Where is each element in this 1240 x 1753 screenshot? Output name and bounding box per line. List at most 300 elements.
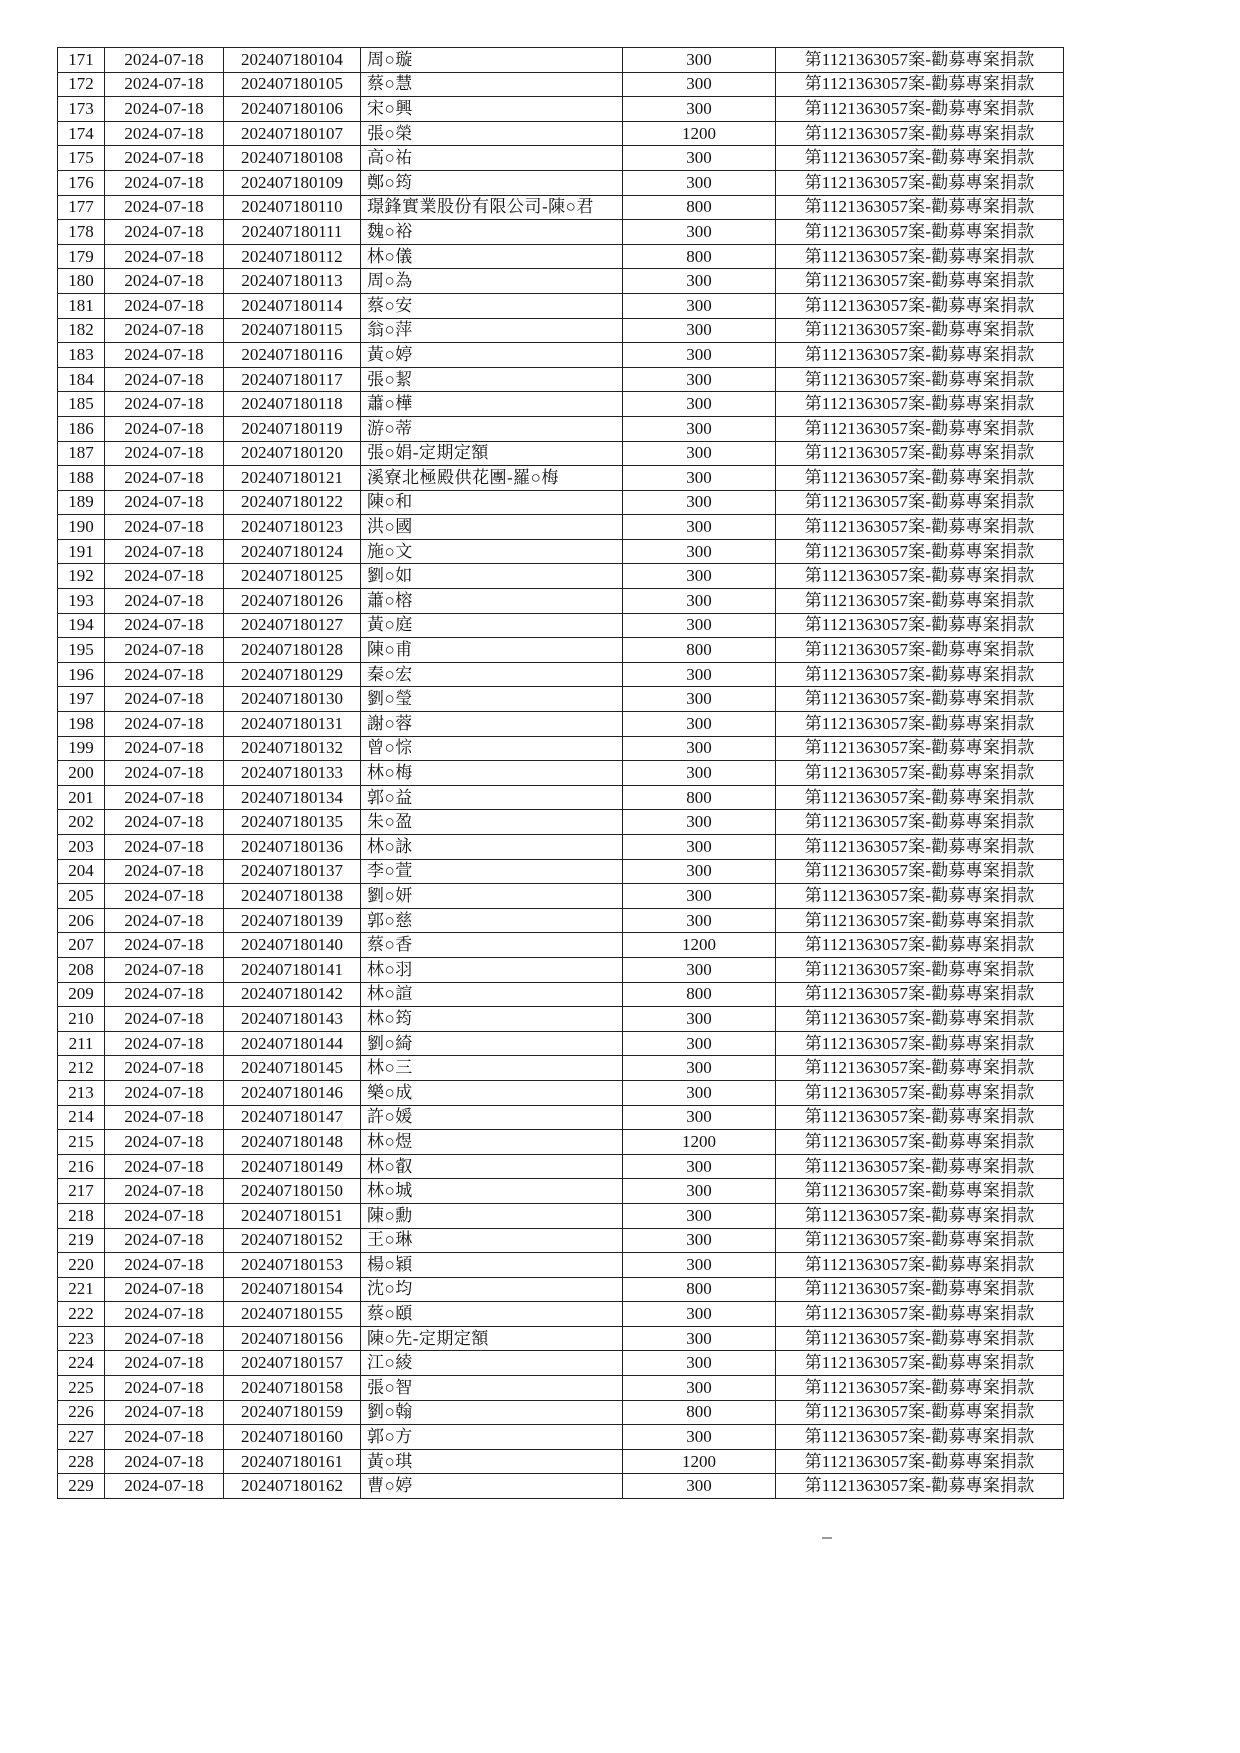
donor-name-cell: 陳○先-定期定額 xyxy=(361,1326,623,1351)
amount-cell: 300 xyxy=(623,761,776,786)
donor-name-cell: 溪寮北極殿供花團-羅○梅 xyxy=(361,466,623,491)
table-row xyxy=(58,1326,1064,1351)
date-cell: 2024-07-18 xyxy=(105,957,224,982)
date-cell: 2024-07-18 xyxy=(105,761,224,786)
donor-name-cell: 鄭○筠 xyxy=(361,170,623,195)
donor-name-cell: 陳○勳 xyxy=(361,1203,623,1228)
note-cell: 第1121363057案-勸募專案捐款 xyxy=(776,933,1064,958)
row-number-cell: 173 xyxy=(58,97,105,122)
receipt-number-cell: 202407180159 xyxy=(224,1400,361,1425)
table-row xyxy=(58,589,1064,614)
row-number-cell: 194 xyxy=(58,613,105,638)
note-cell: 第1121363057案-勸募專案捐款 xyxy=(776,121,1064,146)
note-cell: 第1121363057案-勸募專案捐款 xyxy=(776,1474,1064,1499)
note-cell: 第1121363057案-勸募專案捐款 xyxy=(776,638,1064,663)
receipt-number-cell: 202407180125 xyxy=(224,564,361,589)
donor-name-cell: 璟鋒實業股份有限公司-陳○君 xyxy=(361,195,623,220)
date-cell: 2024-07-18 xyxy=(105,1449,224,1474)
receipt-number-cell: 202407180148 xyxy=(224,1130,361,1155)
amount-cell: 800 xyxy=(623,785,776,810)
donor-name-cell: 沈○均 xyxy=(361,1277,623,1302)
note-cell: 第1121363057案-勸募專案捐款 xyxy=(776,416,1064,441)
note-cell: 第1121363057案-勸募專案捐款 xyxy=(776,1031,1064,1056)
donor-name-cell: 宋○興 xyxy=(361,97,623,122)
donor-name-cell: 劉○綺 xyxy=(361,1031,623,1056)
date-cell: 2024-07-18 xyxy=(105,785,224,810)
note-cell: 第1121363057案-勸募專案捐款 xyxy=(776,712,1064,737)
amount-cell: 300 xyxy=(623,220,776,245)
amount-cell: 300 xyxy=(623,835,776,860)
date-cell: 2024-07-18 xyxy=(105,1302,224,1327)
donor-name-cell: 林○羽 xyxy=(361,957,623,982)
donor-name-cell: 曹○婷 xyxy=(361,1474,623,1499)
note-cell: 第1121363057案-勸募專案捐款 xyxy=(776,736,1064,761)
amount-cell: 300 xyxy=(623,1154,776,1179)
amount-cell: 1200 xyxy=(623,121,776,146)
donor-name-cell: 蕭○樺 xyxy=(361,392,623,417)
note-cell: 第1121363057案-勸募專案捐款 xyxy=(776,859,1064,884)
note-cell: 第1121363057案-勸募專案捐款 xyxy=(776,613,1064,638)
receipt-number-cell: 202407180140 xyxy=(224,933,361,958)
amount-cell: 300 xyxy=(623,1031,776,1056)
date-cell: 2024-07-18 xyxy=(105,638,224,663)
date-cell: 2024-07-18 xyxy=(105,589,224,614)
date-cell: 2024-07-18 xyxy=(105,1007,224,1032)
note-cell: 第1121363057案-勸募專案捐款 xyxy=(776,564,1064,589)
note-cell: 第1121363057案-勸募專案捐款 xyxy=(776,367,1064,392)
donor-name-cell: 黃○琪 xyxy=(361,1449,623,1474)
table-row xyxy=(58,195,1064,220)
table-row xyxy=(58,392,1064,417)
receipt-number-cell: 202407180111 xyxy=(224,220,361,245)
receipt-number-cell: 202407180141 xyxy=(224,957,361,982)
donor-name-cell: 施○文 xyxy=(361,539,623,564)
amount-cell: 300 xyxy=(623,72,776,97)
date-cell: 2024-07-18 xyxy=(105,343,224,368)
donor-name-cell: 朱○盈 xyxy=(361,810,623,835)
table-row xyxy=(58,1376,1064,1401)
row-number-cell: 214 xyxy=(58,1105,105,1130)
date-cell: 2024-07-18 xyxy=(105,1253,224,1278)
amount-cell: 800 xyxy=(623,244,776,269)
donor-name-cell: 陳○和 xyxy=(361,490,623,515)
date-cell: 2024-07-18 xyxy=(105,466,224,491)
donor-name-cell: 張○絜 xyxy=(361,367,623,392)
donor-name-cell: 張○智 xyxy=(361,1376,623,1401)
receipt-number-cell: 202407180147 xyxy=(224,1105,361,1130)
donor-name-cell: 郭○益 xyxy=(361,785,623,810)
date-cell: 2024-07-18 xyxy=(105,982,224,1007)
note-cell: 第1121363057案-勸募專案捐款 xyxy=(776,908,1064,933)
row-number-cell: 182 xyxy=(58,318,105,343)
row-number-cell: 181 xyxy=(58,293,105,318)
row-number-cell: 178 xyxy=(58,220,105,245)
donor-name-cell: 劉○瑩 xyxy=(361,687,623,712)
row-number-cell: 200 xyxy=(58,761,105,786)
note-cell: 第1121363057案-勸募專案捐款 xyxy=(776,1400,1064,1425)
note-cell: 第1121363057案-勸募專案捐款 xyxy=(776,810,1064,835)
receipt-number-cell: 202407180110 xyxy=(224,195,361,220)
amount-cell: 300 xyxy=(623,1474,776,1499)
note-cell: 第1121363057案-勸募專案捐款 xyxy=(776,1179,1064,1204)
date-cell: 2024-07-18 xyxy=(105,170,224,195)
receipt-number-cell: 202407180152 xyxy=(224,1228,361,1253)
note-cell: 第1121363057案-勸募專案捐款 xyxy=(776,97,1064,122)
note-cell: 第1121363057案-勸募專案捐款 xyxy=(776,392,1064,417)
receipt-number-cell: 202407180134 xyxy=(224,785,361,810)
receipt-number-cell: 202407180149 xyxy=(224,1154,361,1179)
amount-cell: 300 xyxy=(623,736,776,761)
donor-name-cell: 楊○穎 xyxy=(361,1253,623,1278)
amount-cell: 800 xyxy=(623,638,776,663)
date-cell: 2024-07-18 xyxy=(105,1056,224,1081)
note-cell: 第1121363057案-勸募專案捐款 xyxy=(776,1449,1064,1474)
row-number-cell: 195 xyxy=(58,638,105,663)
donation-table xyxy=(57,47,1064,1499)
note-cell: 第1121363057案-勸募專案捐款 xyxy=(776,761,1064,786)
receipt-number-cell: 202407180138 xyxy=(224,884,361,909)
row-number-cell: 219 xyxy=(58,1228,105,1253)
row-number-cell: 218 xyxy=(58,1203,105,1228)
donor-name-cell: 江○綾 xyxy=(361,1351,623,1376)
amount-cell: 300 xyxy=(623,1080,776,1105)
table-row xyxy=(58,220,1064,245)
date-cell: 2024-07-18 xyxy=(105,1179,224,1204)
row-number-cell: 189 xyxy=(58,490,105,515)
donor-name-cell: 郭○方 xyxy=(361,1425,623,1450)
donor-name-cell: 林○三 xyxy=(361,1056,623,1081)
row-number-cell: 224 xyxy=(58,1351,105,1376)
table-row xyxy=(58,343,1064,368)
amount-cell: 300 xyxy=(623,515,776,540)
note-cell: 第1121363057案-勸募專案捐款 xyxy=(776,441,1064,466)
date-cell: 2024-07-18 xyxy=(105,564,224,589)
date-cell: 2024-07-18 xyxy=(105,318,224,343)
donor-name-cell: 劉○如 xyxy=(361,564,623,589)
receipt-number-cell: 202407180112 xyxy=(224,244,361,269)
note-cell: 第1121363057案-勸募專案捐款 xyxy=(776,146,1064,171)
donor-name-cell: 林○諠 xyxy=(361,982,623,1007)
table-row xyxy=(58,1228,1064,1253)
note-cell: 第1121363057案-勸募專案捐款 xyxy=(776,220,1064,245)
table-row xyxy=(58,687,1064,712)
row-number-cell: 223 xyxy=(58,1326,105,1351)
date-cell: 2024-07-18 xyxy=(105,810,224,835)
receipt-number-cell: 202407180109 xyxy=(224,170,361,195)
date-cell: 2024-07-18 xyxy=(105,244,224,269)
receipt-number-cell: 202407180150 xyxy=(224,1179,361,1204)
amount-cell: 300 xyxy=(623,1179,776,1204)
donor-name-cell: 許○媛 xyxy=(361,1105,623,1130)
row-number-cell: 193 xyxy=(58,589,105,614)
row-number-cell: 174 xyxy=(58,121,105,146)
receipt-number-cell: 202407180117 xyxy=(224,367,361,392)
amount-cell: 300 xyxy=(623,687,776,712)
donor-name-cell: 蔡○香 xyxy=(361,933,623,958)
table-row xyxy=(58,1130,1064,1155)
date-cell: 2024-07-18 xyxy=(105,392,224,417)
amount-cell: 800 xyxy=(623,195,776,220)
date-cell: 2024-07-18 xyxy=(105,933,224,958)
row-number-cell: 213 xyxy=(58,1080,105,1105)
row-number-cell: 211 xyxy=(58,1031,105,1056)
receipt-number-cell: 202407180119 xyxy=(224,416,361,441)
date-cell: 2024-07-18 xyxy=(105,687,224,712)
date-cell: 2024-07-18 xyxy=(105,835,224,860)
row-number-cell: 220 xyxy=(58,1253,105,1278)
amount-cell: 300 xyxy=(623,859,776,884)
row-number-cell: 180 xyxy=(58,269,105,294)
note-cell: 第1121363057案-勸募專案捐款 xyxy=(776,1425,1064,1450)
receipt-number-cell: 202407180131 xyxy=(224,712,361,737)
table-row xyxy=(58,1253,1064,1278)
table-row xyxy=(58,785,1064,810)
row-number-cell: 205 xyxy=(58,884,105,909)
donor-name-cell: 林○梅 xyxy=(361,761,623,786)
donor-name-cell: 林○城 xyxy=(361,1179,623,1204)
note-cell: 第1121363057案-勸募專案捐款 xyxy=(776,835,1064,860)
note-cell: 第1121363057案-勸募專案捐款 xyxy=(776,466,1064,491)
table-row xyxy=(58,638,1064,663)
note-cell: 第1121363057案-勸募專案捐款 xyxy=(776,515,1064,540)
note-cell: 第1121363057案-勸募專案捐款 xyxy=(776,957,1064,982)
receipt-number-cell: 202407180130 xyxy=(224,687,361,712)
date-cell: 2024-07-18 xyxy=(105,1326,224,1351)
donor-name-cell: 郭○慈 xyxy=(361,908,623,933)
row-number-cell: 221 xyxy=(58,1277,105,1302)
table-row xyxy=(58,859,1064,884)
row-number-cell: 204 xyxy=(58,859,105,884)
table-row xyxy=(58,244,1064,269)
donor-name-cell: 蔡○安 xyxy=(361,293,623,318)
row-number-cell: 185 xyxy=(58,392,105,417)
amount-cell: 300 xyxy=(623,490,776,515)
receipt-number-cell: 202407180116 xyxy=(224,343,361,368)
amount-cell: 300 xyxy=(623,318,776,343)
receipt-number-cell: 202407180137 xyxy=(224,859,361,884)
row-number-cell: 210 xyxy=(58,1007,105,1032)
receipt-number-cell: 202407180144 xyxy=(224,1031,361,1056)
donor-name-cell: 周○璇 xyxy=(361,48,623,73)
donor-name-cell: 高○祐 xyxy=(361,146,623,171)
date-cell: 2024-07-18 xyxy=(105,220,224,245)
amount-cell: 300 xyxy=(623,392,776,417)
table-row xyxy=(58,1203,1064,1228)
receipt-number-cell: 202407180128 xyxy=(224,638,361,663)
date-cell: 2024-07-18 xyxy=(105,1154,224,1179)
amount-cell: 300 xyxy=(623,146,776,171)
amount-cell: 300 xyxy=(623,613,776,638)
note-cell: 第1121363057案-勸募專案捐款 xyxy=(776,318,1064,343)
note-cell: 第1121363057案-勸募專案捐款 xyxy=(776,1154,1064,1179)
receipt-number-cell: 202407180107 xyxy=(224,121,361,146)
donor-name-cell: 林○筠 xyxy=(361,1007,623,1032)
row-number-cell: 172 xyxy=(58,72,105,97)
donor-name-cell: 蕭○榕 xyxy=(361,589,623,614)
amount-cell: 300 xyxy=(623,1105,776,1130)
receipt-number-cell: 202407180104 xyxy=(224,48,361,73)
date-cell: 2024-07-18 xyxy=(105,712,224,737)
scan-mark xyxy=(822,1537,832,1539)
date-cell: 2024-07-18 xyxy=(105,490,224,515)
table-row xyxy=(58,1277,1064,1302)
table-row xyxy=(58,662,1064,687)
note-cell: 第1121363057案-勸募專案捐款 xyxy=(776,1228,1064,1253)
date-cell: 2024-07-18 xyxy=(105,72,224,97)
date-cell: 2024-07-18 xyxy=(105,515,224,540)
receipt-number-cell: 202407180162 xyxy=(224,1474,361,1499)
table-row xyxy=(58,1449,1064,1474)
note-cell: 第1121363057案-勸募專案捐款 xyxy=(776,1376,1064,1401)
table-row xyxy=(58,1351,1064,1376)
table-row xyxy=(58,736,1064,761)
amount-cell: 800 xyxy=(623,1400,776,1425)
row-number-cell: 190 xyxy=(58,515,105,540)
table-row xyxy=(58,318,1064,343)
date-cell: 2024-07-18 xyxy=(105,195,224,220)
table-row xyxy=(58,957,1064,982)
note-cell: 第1121363057案-勸募專案捐款 xyxy=(776,589,1064,614)
amount-cell: 300 xyxy=(623,466,776,491)
donor-name-cell: 翁○萍 xyxy=(361,318,623,343)
row-number-cell: 208 xyxy=(58,957,105,982)
table-row xyxy=(58,121,1064,146)
table-row xyxy=(58,1080,1064,1105)
date-cell: 2024-07-18 xyxy=(105,441,224,466)
note-cell: 第1121363057案-勸募專案捐款 xyxy=(776,343,1064,368)
date-cell: 2024-07-18 xyxy=(105,121,224,146)
note-cell: 第1121363057案-勸募專案捐款 xyxy=(776,1302,1064,1327)
date-cell: 2024-07-18 xyxy=(105,539,224,564)
note-cell: 第1121363057案-勸募專案捐款 xyxy=(776,72,1064,97)
note-cell: 第1121363057案-勸募專案捐款 xyxy=(776,48,1064,73)
date-cell: 2024-07-18 xyxy=(105,48,224,73)
receipt-number-cell: 202407180146 xyxy=(224,1080,361,1105)
note-cell: 第1121363057案-勸募專案捐款 xyxy=(776,293,1064,318)
note-cell: 第1121363057案-勸募專案捐款 xyxy=(776,269,1064,294)
amount-cell: 800 xyxy=(623,1277,776,1302)
amount-cell: 300 xyxy=(623,908,776,933)
receipt-number-cell: 202407180106 xyxy=(224,97,361,122)
table-row xyxy=(58,933,1064,958)
date-cell: 2024-07-18 xyxy=(105,1400,224,1425)
date-cell: 2024-07-18 xyxy=(105,1203,224,1228)
donor-name-cell: 謝○蓉 xyxy=(361,712,623,737)
note-cell: 第1121363057案-勸募專案捐款 xyxy=(776,1326,1064,1351)
amount-cell: 1200 xyxy=(623,1130,776,1155)
amount-cell: 300 xyxy=(623,564,776,589)
row-number-cell: 192 xyxy=(58,564,105,589)
note-cell: 第1121363057案-勸募專案捐款 xyxy=(776,490,1064,515)
table-row xyxy=(58,441,1064,466)
donor-name-cell: 林○儀 xyxy=(361,244,623,269)
table-row xyxy=(58,761,1064,786)
note-cell: 第1121363057案-勸募專案捐款 xyxy=(776,539,1064,564)
receipt-number-cell: 202407180136 xyxy=(224,835,361,860)
receipt-number-cell: 202407180139 xyxy=(224,908,361,933)
table-row xyxy=(58,72,1064,97)
date-cell: 2024-07-18 xyxy=(105,1080,224,1105)
note-cell: 第1121363057案-勸募專案捐款 xyxy=(776,1253,1064,1278)
receipt-number-cell: 202407180105 xyxy=(224,72,361,97)
receipt-number-cell: 202407180108 xyxy=(224,146,361,171)
date-cell: 2024-07-18 xyxy=(105,736,224,761)
date-cell: 2024-07-18 xyxy=(105,1474,224,1499)
receipt-number-cell: 202407180153 xyxy=(224,1253,361,1278)
note-cell: 第1121363057案-勸募專案捐款 xyxy=(776,1105,1064,1130)
date-cell: 2024-07-18 xyxy=(105,884,224,909)
table-row xyxy=(58,1302,1064,1327)
amount-cell: 300 xyxy=(623,293,776,318)
table-row xyxy=(58,613,1064,638)
table-row xyxy=(58,1474,1064,1499)
date-cell: 2024-07-18 xyxy=(105,1425,224,1450)
row-number-cell: 177 xyxy=(58,195,105,220)
table-row xyxy=(58,712,1064,737)
note-cell: 第1121363057案-勸募專案捐款 xyxy=(776,1007,1064,1032)
note-cell: 第1121363057案-勸募專案捐款 xyxy=(776,662,1064,687)
table-row xyxy=(58,97,1064,122)
amount-cell: 300 xyxy=(623,1351,776,1376)
receipt-number-cell: 202407180143 xyxy=(224,1007,361,1032)
donor-name-cell: 林○詠 xyxy=(361,835,623,860)
table-row xyxy=(58,908,1064,933)
note-cell: 第1121363057案-勸募專案捐款 xyxy=(776,195,1064,220)
donor-name-cell: 游○蒂 xyxy=(361,416,623,441)
row-number-cell: 202 xyxy=(58,810,105,835)
row-number-cell: 227 xyxy=(58,1425,105,1450)
table-row xyxy=(58,146,1064,171)
donor-name-cell: 樂○成 xyxy=(361,1080,623,1105)
row-number-cell: 179 xyxy=(58,244,105,269)
row-number-cell: 216 xyxy=(58,1154,105,1179)
amount-cell: 300 xyxy=(623,884,776,909)
amount-cell: 300 xyxy=(623,712,776,737)
table-row xyxy=(58,416,1064,441)
table-row xyxy=(58,810,1064,835)
amount-cell: 300 xyxy=(623,1228,776,1253)
amount-cell: 300 xyxy=(623,1007,776,1032)
receipt-number-cell: 202407180127 xyxy=(224,613,361,638)
row-number-cell: 199 xyxy=(58,736,105,761)
amount-cell: 300 xyxy=(623,416,776,441)
row-number-cell: 171 xyxy=(58,48,105,73)
amount-cell: 300 xyxy=(623,662,776,687)
receipt-number-cell: 202407180155 xyxy=(224,1302,361,1327)
donor-name-cell: 黃○庭 xyxy=(361,613,623,638)
receipt-number-cell: 202407180158 xyxy=(224,1376,361,1401)
donor-name-cell: 張○榮 xyxy=(361,121,623,146)
row-number-cell: 222 xyxy=(58,1302,105,1327)
table-row xyxy=(58,982,1064,1007)
amount-cell: 1200 xyxy=(623,1449,776,1474)
amount-cell: 300 xyxy=(623,1056,776,1081)
donor-name-cell: 黃○婷 xyxy=(361,343,623,368)
note-cell: 第1121363057案-勸募專案捐款 xyxy=(776,1203,1064,1228)
date-cell: 2024-07-18 xyxy=(105,908,224,933)
donor-name-cell: 劉○翰 xyxy=(361,1400,623,1425)
date-cell: 2024-07-18 xyxy=(105,416,224,441)
date-cell: 2024-07-18 xyxy=(105,859,224,884)
row-number-cell: 228 xyxy=(58,1449,105,1474)
row-number-cell: 184 xyxy=(58,367,105,392)
date-cell: 2024-07-18 xyxy=(105,1277,224,1302)
note-cell: 第1121363057案-勸募專案捐款 xyxy=(776,1080,1064,1105)
row-number-cell: 209 xyxy=(58,982,105,1007)
note-cell: 第1121363057案-勸募專案捐款 xyxy=(776,1351,1064,1376)
date-cell: 2024-07-18 xyxy=(105,1228,224,1253)
table-row xyxy=(58,48,1064,73)
